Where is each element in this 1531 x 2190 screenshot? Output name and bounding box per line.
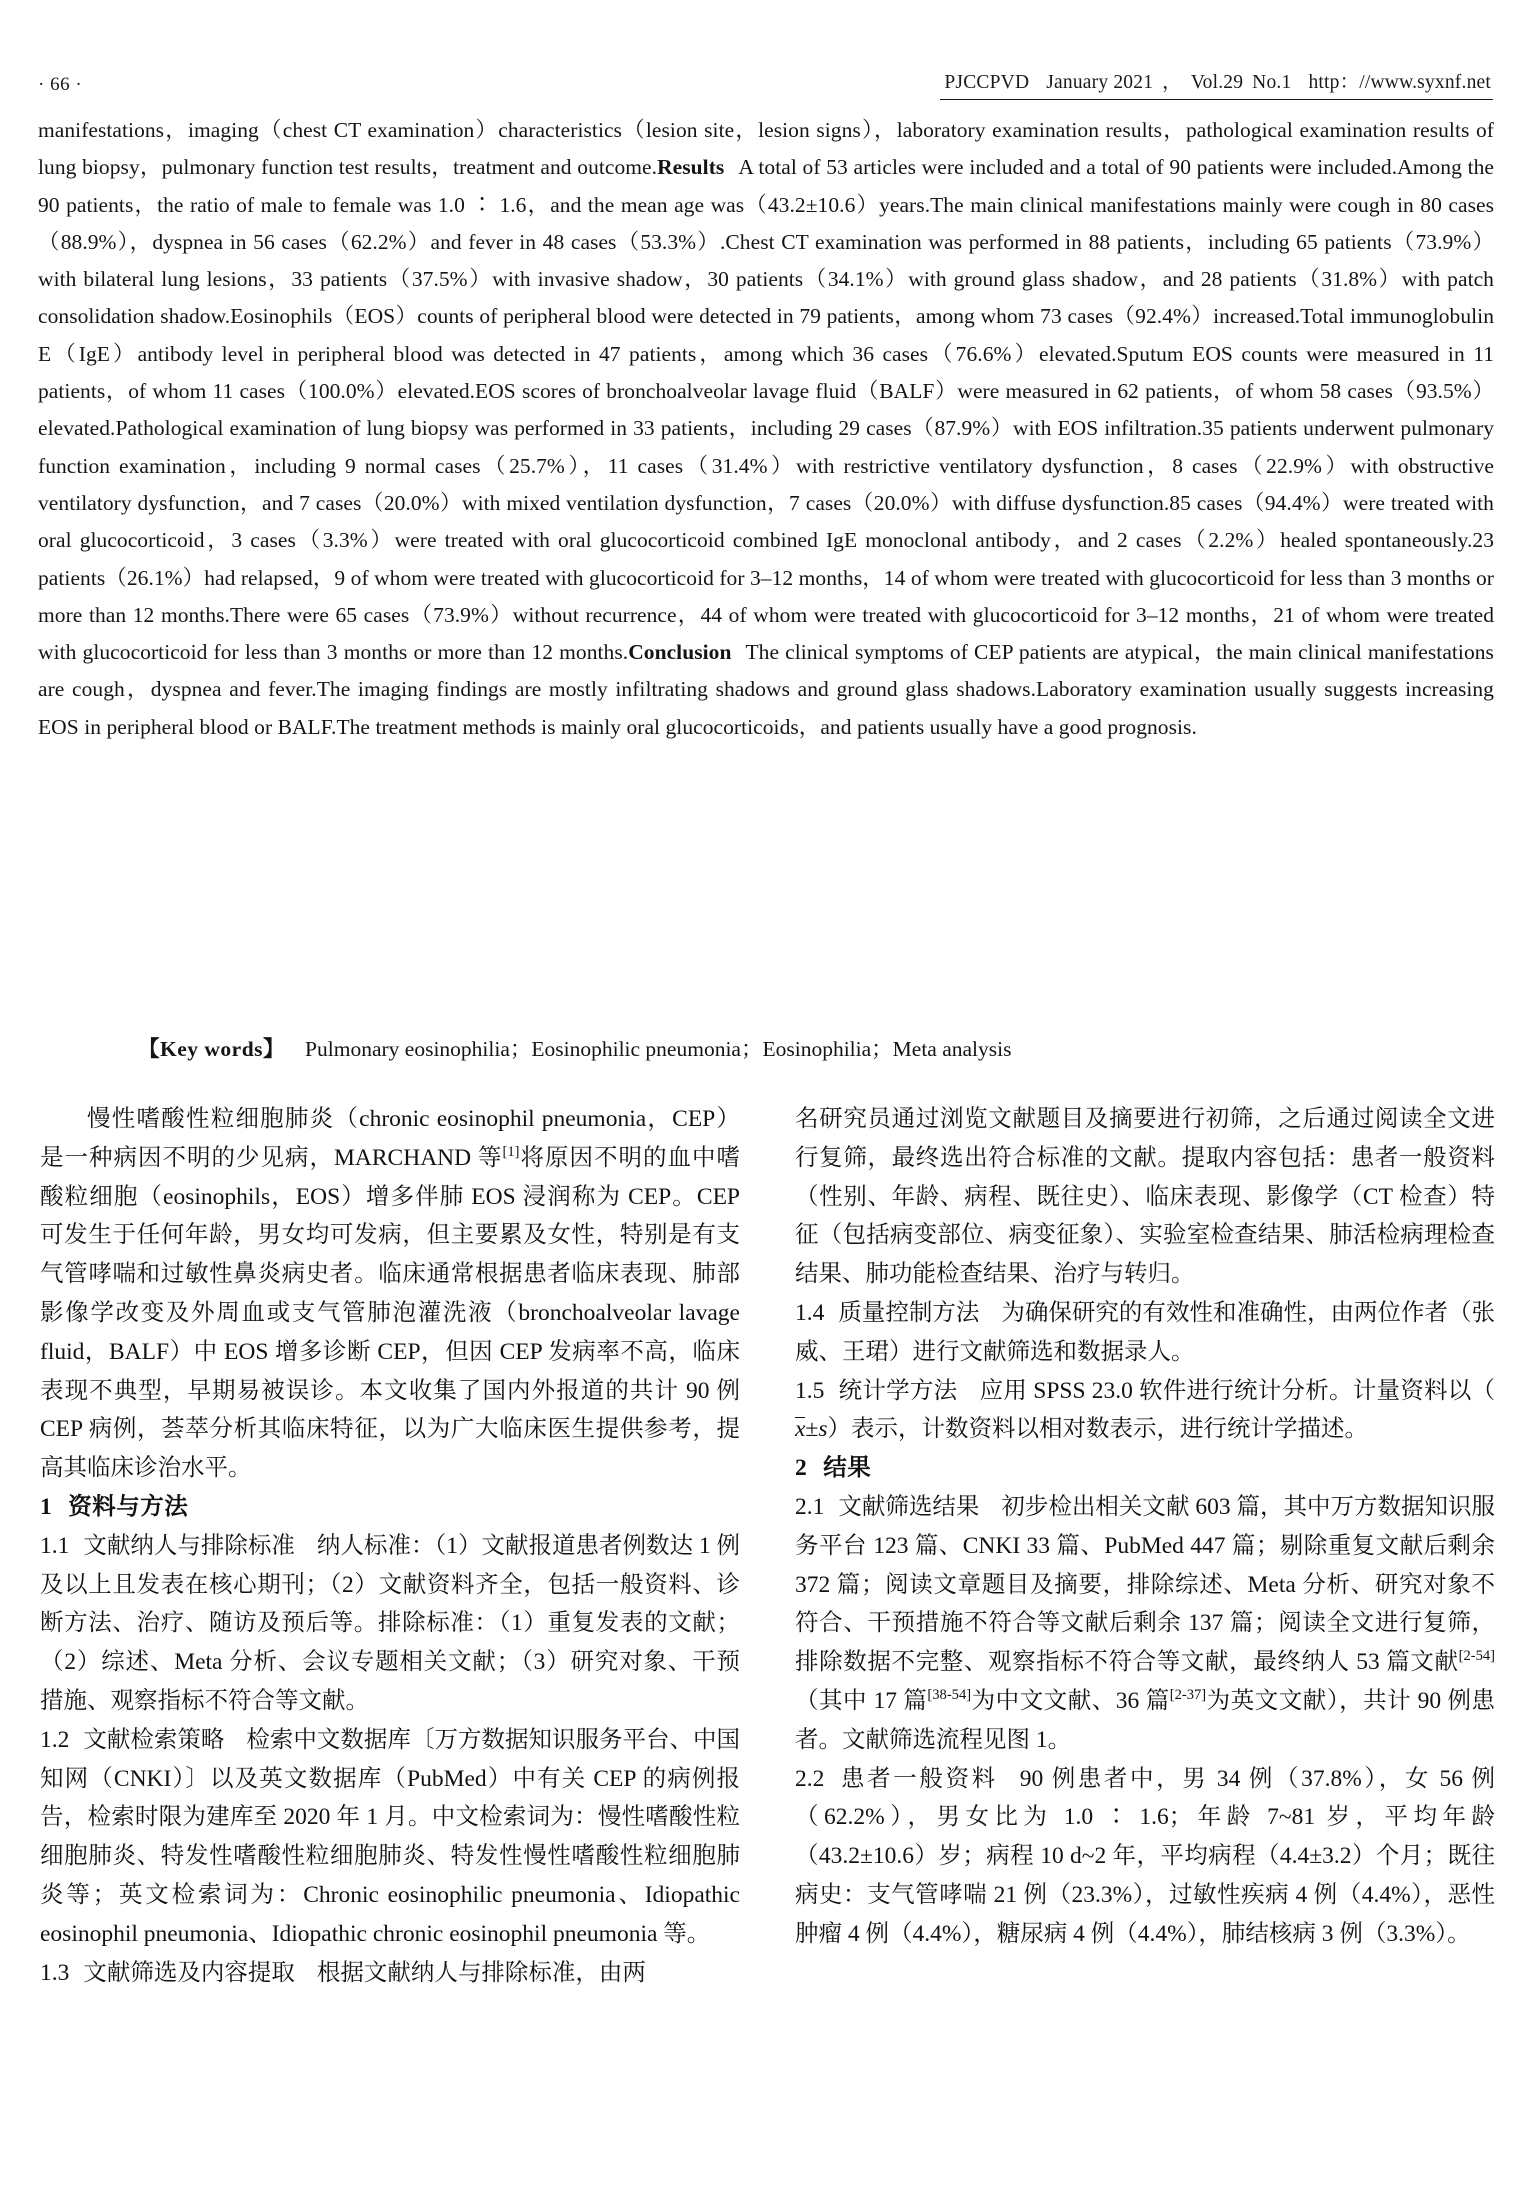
subsection-2-2: [795, 1760, 1495, 1954]
citation-38-54: [38-54]: [927, 1687, 972, 1704]
subsection-1-2: [40, 1721, 740, 1954]
subsection-1-2-title: 文献检索策略: [83, 1726, 225, 1753]
mean-symbol: x: [795, 1416, 806, 1443]
intro-text-b: 将原因不明的血中嗜酸粒细胞（eosinophils，EOS）增多伴肺 EOS 浸润称为 CEP。CEP 可发生于任何年龄，男女均可发病，但主要累及女性，特别是有支气管哮喘和过敏性鼻炎病史者。临床通常根据患者临床表现、肺部影像学改变及外周血或支气管肺泡灌洗液（bronchoalveolar lavage fluid，BALF）中 EOS 增多诊断 CEP，但因 CEP 发病率不高，临床表现不典型，早期易被误诊。本文收集了国内外报道的共计 90 例 CEP 病例，荟萃分析其临床特征，以为广大临床医生提供参考，提高其临床诊治水平。: [40, 1144, 740, 1482]
running-head: [38, 58, 1493, 100]
subsection-1-4-number: 1.4: [795, 1299, 825, 1326]
number-label: No.1: [1252, 72, 1292, 93]
subsection-1-3-title: 文献筛选及内容提取: [83, 1959, 295, 1986]
abstract-results-label: Results: [657, 155, 725, 180]
body-column-right: [795, 1100, 1495, 1954]
abstract-block: [38, 112, 1494, 746]
subsection-1-5-text-b: ）表示，计数资料以相对数表示，进行统计学描述。: [827, 1416, 1368, 1443]
subsection-2-1-text-b: （其中 17 篇: [795, 1687, 928, 1714]
subsection-1-1-title: 文献纳人与排除标准: [83, 1532, 295, 1559]
section-1-title: 资料与方法: [68, 1493, 189, 1520]
subsection-1-4-text: 为确保研究的有效性和准确性，由两位作者（张威、王珺）进行文献筛选和数据录人。: [795, 1299, 1495, 1365]
subsection-1-2-text: 检索中文数据库〔万方数据知识服务平台、中国知网（CNKI）〕以及英文数据库（PubMed）中有关 CEP 的病例报告，检索时限为建库至 2020 年 1 月。中文检索词为：慢性嗜酸性粒细胞肺炎、特发性嗜酸性粒细胞肺炎、特发性慢性嗜酸性粒细胞肺炎等；英文检索词为：Chronic eosinophilic pneumonia、Idiopathic eosinophil pneumonia、Idiopathic chronic eosinophil pneumonia 等。: [40, 1726, 740, 1947]
subsection-1-1: [40, 1527, 740, 1721]
subsection-1-5-number: 1.5: [795, 1377, 825, 1404]
keywords-block: [38, 1032, 1494, 1066]
subsection-1-3-continued: [795, 1100, 1495, 1294]
subsection-2-2-text: 90 例患者中，男 34 例（37.8%），女 56 例（62.2%），男女比为 1.0 ∶ 1.6；年龄 7~81 岁，平均年龄（43.2±10.6）岁；病程 10 d~2 年，平均病程（4.4±3.2）个月；既往病史：支气管哮喘 21 例（23.3%），过敏性疾病 4 例（4.4%），恶性肿瘤 4 例（4.4%），糖尿病 4 例（4.4%），肺结核病 3 例（3.3%）。: [795, 1765, 1496, 1947]
journal-header-info: PJCCPVD January 2021 ， Vol.29 No.1 http：//www.syxnf.net: [940, 66, 1493, 100]
subsection-2-1-text-d: 为英文文献），共计 90 例患者。文献筛选流程见图 1。: [795, 1687, 1496, 1753]
abstract-conclusion-text: The clinical symptoms of CEP patients are atypical，the main clinical manifestations are cough，dyspnea and fever.The imaging findings are mostly infiltrating shadows and ground glass shadows.Laboratory examination usually suggests increasing EOS in peripheral blood or BALF.The treatment methods is mainly oral glucocorticoids，and patients usually have a good prognosis.: [38, 640, 1494, 739]
page-folio: · 66 ·: [38, 74, 83, 95]
subsection-1-3-text-cont: 名研究员通过浏览文献题目及摘要进行初筛，之后通过阅读全文进行复筛，最终选出符合标准的文献。提取内容包括：患者一般资料（性别、年龄、病程、既往史）、临床表现、影像学（CT 检查）特征（包括病变部位、病变征象）、实验室检查结果、肺活检病理检查结果、肺功能检查结果、治疗与转归。: [795, 1106, 1495, 1288]
subsection-2-2-title: 患者一般资料: [838, 1765, 998, 1792]
subsection-1-4: [795, 1294, 1495, 1372]
journal-abbreviation: PJCCPVD: [944, 72, 1030, 93]
keywords-label: 【Key words】: [138, 1037, 286, 1061]
subsection-2-1-text-a: 初步检出相关文献 603 篇，其中万方数据知识服务平台 123 篇、CNKI 33 篇、PubMed 447 篇；剔除重复文献后剩余 372 篇；阅读文章题目及摘要，排除综述、Meta 分析、研究对象不符合、干预措施不符合等文献后剩余 137 篇；阅读全文进行复筛，排除数据不完整、观察指标不符合等文献，最终纳人 53 篇文献: [795, 1493, 1495, 1676]
subsection-2-2-number: 2.2: [795, 1765, 825, 1792]
abstract-methods-text: manifestations，imaging（chest CT examination）characteristics（lesion site，lesion signs），laboratory examination results，pathological examination results of lung biopsy，pulmonary function test results，treatment and outcome.: [38, 118, 1494, 180]
subsection-1-3-number: 1.3: [40, 1959, 70, 1986]
section-1-number: 1: [40, 1493, 53, 1520]
abstract-paragraph: [38, 112, 1494, 746]
subsection-1-2-number: 1.2: [40, 1726, 70, 1753]
subsection-1-3: [40, 1954, 740, 1993]
keywords-terms: Pulmonary eosinophilia；Eosinophilic pneumonia；Eosinophilia；Meta analysis: [305, 1037, 1012, 1061]
sd-symbol: s: [818, 1416, 828, 1443]
subsection-2-1-title: 文献筛选结果: [838, 1493, 980, 1520]
subsection-2-1: [795, 1488, 1495, 1760]
abstract-conclusion-label: Conclusion: [628, 640, 732, 665]
subsection-2-1-number: 2.1: [795, 1493, 825, 1520]
subsection-1-5-title: 统计学方法: [838, 1377, 958, 1404]
volume-label: Vol.29: [1190, 72, 1244, 93]
subsection-1-3-text: 根据文献纳人与排除标准，由两: [316, 1959, 646, 1986]
subsection-1-4-title: 质量控制方法: [838, 1299, 980, 1326]
section-heading-1: [40, 1488, 740, 1527]
issue-date: January 2021: [1046, 72, 1154, 93]
citation-2-54: [2-54]: [1458, 1648, 1495, 1665]
subsection-1-5-text-a: 应用 SPSS 23.0 软件进行统计分析。计量资料以（: [979, 1377, 1496, 1404]
subsection-1-1-number: 1.1: [40, 1532, 70, 1559]
intro-citation: [1]: [502, 1143, 520, 1160]
subsection-1-1-text: 纳人标准：（1）文献报道患者例数达 1 例及以上且发表在核心期刊；（2）文献资料齐全，包括一般资料、诊断方法、治疗、随访及预后等。排除标准：（1）重复发表的文献；（2）综述、Meta 分析、会议专题相关文献；（3）研究对象、干预措施、观察指标不符合等文献。: [40, 1532, 741, 1714]
section-heading-2: [795, 1449, 1495, 1488]
journal-url: http：//www.syxnf.net: [1308, 72, 1491, 93]
intro-paragraph: [40, 1100, 740, 1488]
abstract-results-text: A total of 53 articles were included and a total of 90 patients were included.Among the 90 patients，the ratio of male to female was 1.0 ∶ 1.6，and the mean age was（43.2±10.6）years.The main clinical manifestations mainly were cough in 80 cases（88.9%），dyspnea in 56 cases（62.2%）and fever in 48 cases（53.3%）.Chest CT examination was performed in 88 patients，including 65 patients（73.9%）with bilateral lung lesions，33 patients（37.5%）with invasive shadow，30 patients（34.1%）with ground glass shadow，and 28 patients（31.8%）with patch consolidation shadow.Eosinophils（EOS）counts of peripheral blood were detected in 79 patients，among whom 73 cases（92.4%）increased.Total immunoglobulin E（IgE）antibody level in peripheral blood was detected in 47 patients，among which 36 cases（76.6%）elevated.Sputum EOS counts were measured in 11 patients，of whom 11 cases（100.0%）elevated.EOS scores of bronchoalveolar lavage fluid（BALF）were measured in 62 patients，of whom 58 cases（93.5%）elevated.Pathological examination of lung biopsy was performed in 33 patients，including 29 cases（87.9%）with EOS infiltration.35 patients underwent pulmonary function examination，including 9 normal cases（25.7%），11 cases（31.4%）with restrictive ventilatory dysfunction，8 cases（22.9%）with obstructive ventilatory dysfunction，and 7 cases（20.0%）with mixed ventilation dysfunction，7 cases（20.0%）with diffuse dysfunction.85 cases（94.4%）were treated with oral glucocorticoid，3 cases（3.3%）were treated with oral glucocorticoid combined IgE monoclonal antibody，and 2 cases（2.2%）healed spontaneously.23 patients（26.1%）had relapsed，9 of whom were treated with glucocorticoid for 3–12 months，14 of whom were treated with glucocorticoid for less than 3 months or more than 12 months.There were 65 cases（73.9%）without recurrence，44 of whom were treated with glucocorticoid for 3–12 months，21 of whom were treated with glucocorticoid for less than 3 months or more than 12 months.: [38, 155, 1494, 665]
section-2-number: 2: [795, 1455, 808, 1482]
subsection-2-1-text-c: 为中文文献、36 篇: [971, 1687, 1170, 1714]
body-column-left: [40, 1100, 740, 1992]
subsection-1-5: [795, 1372, 1495, 1450]
section-2-title: 结果: [823, 1455, 872, 1482]
intro-text-a: 慢性嗜酸性粒细胞肺炎（chronic eosinophil pneumonia，CEP）是一种病因不明的少见病，MARCHAND 等: [40, 1106, 740, 1171]
citation-2-37: [2-37]: [1169, 1687, 1207, 1704]
plus-minus-symbol: ±: [805, 1416, 819, 1443]
